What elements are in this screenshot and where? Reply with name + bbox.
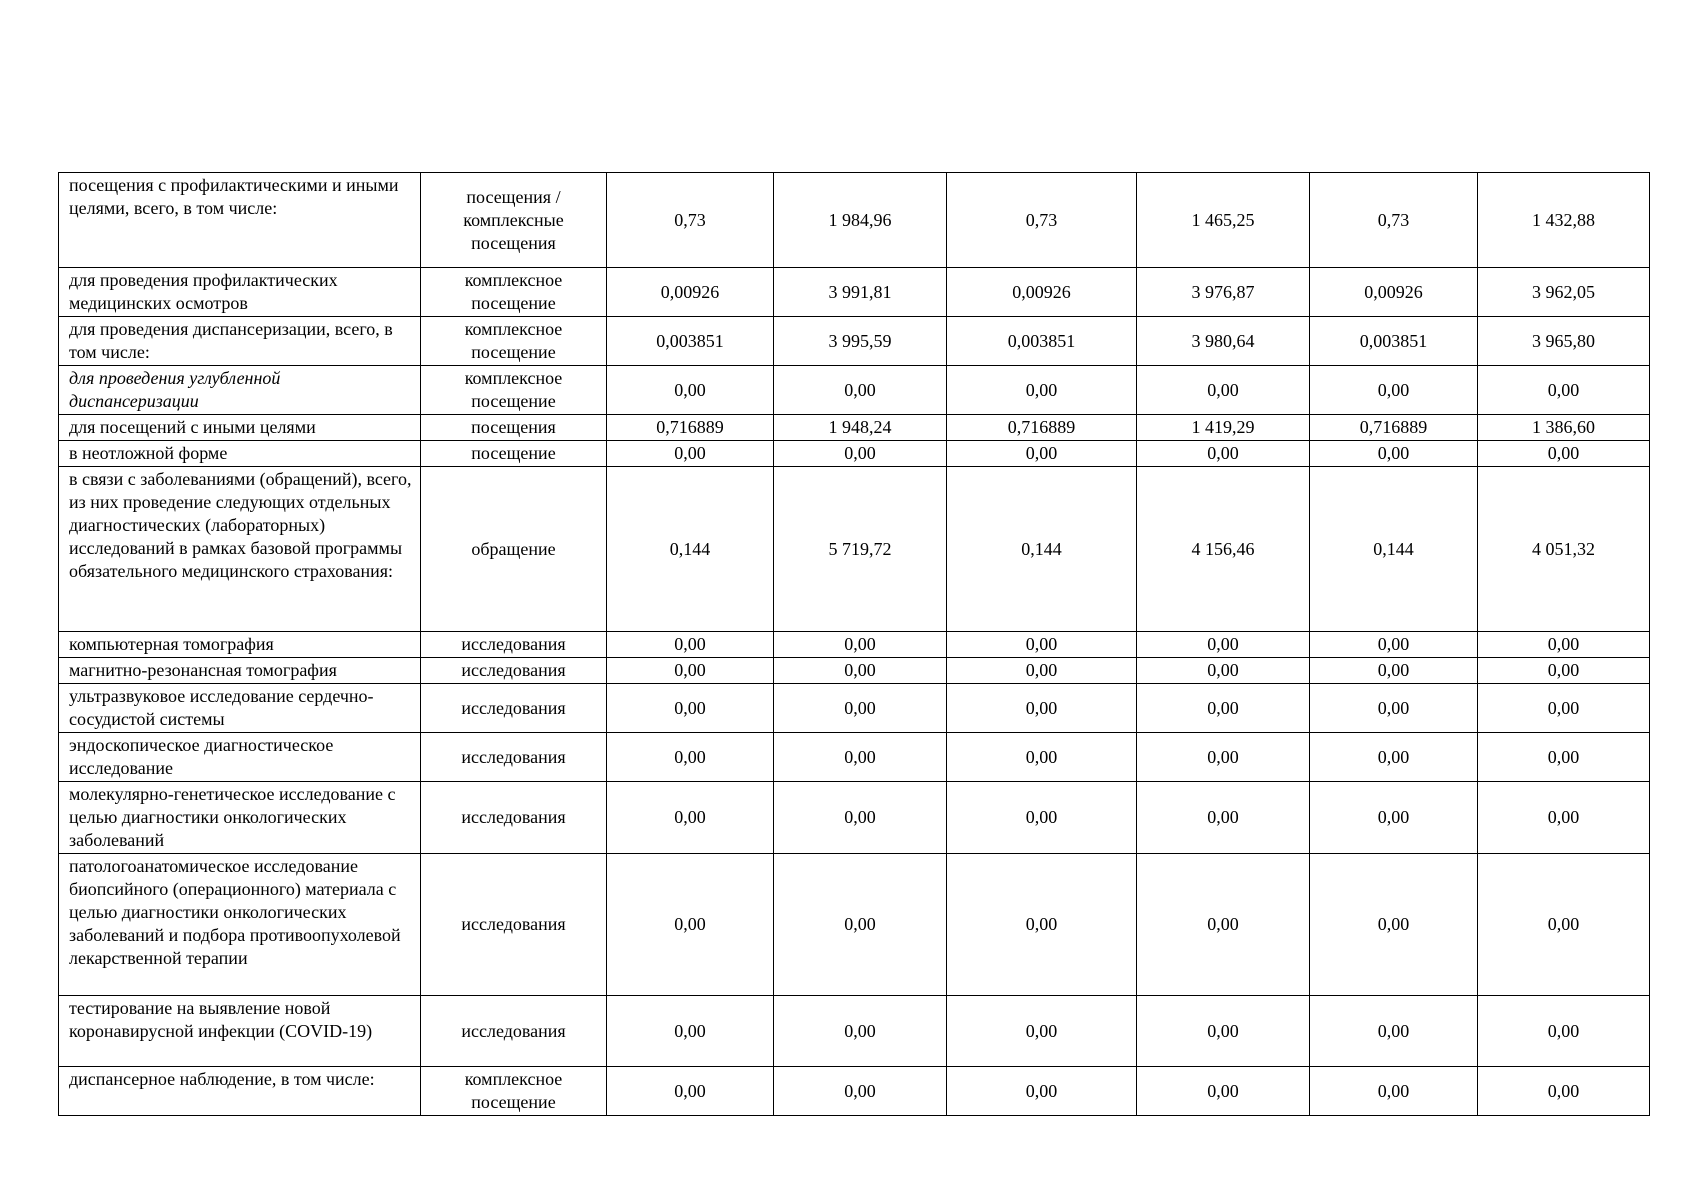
value-cell: 0,00 <box>1310 854 1478 996</box>
value-cell: 0,00 <box>607 658 774 684</box>
table-row <box>59 441 1650 467</box>
value-cell: 0,00926 <box>1310 268 1478 317</box>
value-cell: 0,00 <box>947 632 1137 658</box>
value-cell: 0,00 <box>774 996 947 1067</box>
financing-table <box>58 172 1650 1116</box>
value-cell: 0,00 <box>1137 733 1310 782</box>
value-cell: 0,00 <box>947 658 1137 684</box>
value-cell: 0,73 <box>1310 173 1478 268</box>
value-cell: 0,00 <box>1310 1067 1478 1116</box>
table-row <box>59 415 1650 441</box>
value-cell: 0,003851 <box>1310 317 1478 366</box>
unit-cell: обращение <box>421 467 607 632</box>
value-cell: 0,144 <box>607 467 774 632</box>
value-cell: 3 995,59 <box>774 317 947 366</box>
unit-cell: исследования <box>421 733 607 782</box>
unit-cell: посещения / комплексные посещения <box>421 173 607 268</box>
row-label: компьютерная томография <box>59 632 421 658</box>
value-cell: 0,00 <box>947 684 1137 733</box>
value-cell: 0,00 <box>1478 441 1650 467</box>
row-label: эндоскопическое диагностическое исследование <box>59 733 421 782</box>
value-cell: 0,00 <box>607 733 774 782</box>
value-cell: 0,00 <box>607 684 774 733</box>
value-cell: 0,716889 <box>947 415 1137 441</box>
value-cell: 0,716889 <box>607 415 774 441</box>
value-cell: 3 976,87 <box>1137 268 1310 317</box>
value-cell: 0,00 <box>1310 996 1478 1067</box>
value-cell: 0,144 <box>1310 467 1478 632</box>
value-cell: 0,00 <box>947 366 1137 415</box>
value-cell: 0,00 <box>1137 684 1310 733</box>
value-cell: 0,00 <box>1310 366 1478 415</box>
table-row <box>59 684 1650 733</box>
table-row <box>59 658 1650 684</box>
row-label: для проведения углубленной диспансеризации <box>59 366 421 415</box>
value-cell: 0,00 <box>774 658 947 684</box>
row-label: патологоанатомическое исследование биопсийного (операционного) материала с целью диагностики онкологических заболеваний и подбора противоопухолевой лекарственной терапии <box>59 854 421 996</box>
value-cell: 0,00 <box>947 441 1137 467</box>
value-cell: 0,73 <box>947 173 1137 268</box>
value-cell: 0,00 <box>607 441 774 467</box>
value-cell: 1 419,29 <box>1137 415 1310 441</box>
value-cell: 3 991,81 <box>774 268 947 317</box>
value-cell: 0,00 <box>1478 658 1650 684</box>
value-cell: 3 965,80 <box>1478 317 1650 366</box>
value-cell: 0,00 <box>947 782 1137 854</box>
unit-cell: комплексное посещение <box>421 317 607 366</box>
unit-cell: комплексное посещение <box>421 1067 607 1116</box>
unit-cell: комплексное посещение <box>421 366 607 415</box>
table-row <box>59 996 1650 1067</box>
row-label: магнитно-резонансная томография <box>59 658 421 684</box>
value-cell: 0,144 <box>947 467 1137 632</box>
value-cell: 0,00 <box>1137 441 1310 467</box>
row-label: тестирование на выявление новой коронавирусной инфекции (COVID-19) <box>59 996 421 1067</box>
table-body <box>59 173 1650 1116</box>
table-row <box>59 733 1650 782</box>
value-cell: 0,00 <box>607 996 774 1067</box>
value-cell: 0,00 <box>774 684 947 733</box>
row-label: для проведения профилактических медицинских осмотров <box>59 268 421 317</box>
value-cell: 0,00 <box>1478 996 1650 1067</box>
value-cell: 0,00 <box>1137 782 1310 854</box>
value-cell: 0,00 <box>1137 632 1310 658</box>
value-cell: 0,003851 <box>607 317 774 366</box>
value-cell: 0,00 <box>947 733 1137 782</box>
value-cell: 0,00 <box>947 854 1137 996</box>
table-row <box>59 854 1650 996</box>
value-cell: 0,00 <box>607 782 774 854</box>
value-cell: 0,00 <box>1478 366 1650 415</box>
value-cell: 1 465,25 <box>1137 173 1310 268</box>
value-cell: 0,00 <box>774 632 947 658</box>
value-cell: 0,00 <box>1478 684 1650 733</box>
unit-cell: комплексное посещение <box>421 268 607 317</box>
table-row <box>59 632 1650 658</box>
value-cell: 0,00 <box>607 366 774 415</box>
value-cell: 0,00 <box>774 441 947 467</box>
table-row <box>59 173 1650 268</box>
value-cell: 0,00 <box>1310 658 1478 684</box>
value-cell: 0,00 <box>1478 632 1650 658</box>
value-cell: 0,00 <box>607 632 774 658</box>
value-cell: 0,00 <box>1478 854 1650 996</box>
table-row <box>59 467 1650 632</box>
unit-cell: исследования <box>421 854 607 996</box>
unit-cell: исследования <box>421 632 607 658</box>
unit-cell: исследования <box>421 996 607 1067</box>
value-cell: 4 156,46 <box>1137 467 1310 632</box>
value-cell: 0,00 <box>1478 733 1650 782</box>
value-cell: 0,00 <box>1478 1067 1650 1116</box>
value-cell: 1 386,60 <box>1478 415 1650 441</box>
row-label: посещения с профилактическими и иными целями, всего, в том числе: <box>59 173 421 268</box>
unit-cell: исследования <box>421 684 607 733</box>
row-label: диспансерное наблюдение, в том числе: <box>59 1067 421 1116</box>
value-cell: 0,00 <box>1310 782 1478 854</box>
value-cell: 1 432,88 <box>1478 173 1650 268</box>
value-cell: 0,00 <box>607 1067 774 1116</box>
value-cell: 1 948,24 <box>774 415 947 441</box>
value-cell: 0,00 <box>607 854 774 996</box>
row-label: ультразвуковое исследование сердечно-сосудистой системы <box>59 684 421 733</box>
row-label: молекулярно-генетическое исследование с целью диагностики онкологических заболеваний <box>59 782 421 854</box>
row-label: в связи с заболеваниями (обращений), всего, из них проведение следующих отдельных диагностических (лабораторных) исследований в рамках базовой программы обязательного медицинского страхования: <box>59 467 421 632</box>
value-cell: 0,00 <box>1137 366 1310 415</box>
row-label: для посещений с иными целями <box>59 415 421 441</box>
unit-cell: исследования <box>421 782 607 854</box>
unit-cell: исследования <box>421 658 607 684</box>
value-cell: 4 051,32 <box>1478 467 1650 632</box>
value-cell: 0,00 <box>1310 441 1478 467</box>
value-cell: 5 719,72 <box>774 467 947 632</box>
unit-cell: посещения <box>421 415 607 441</box>
value-cell: 0,00 <box>1310 684 1478 733</box>
value-cell: 1 984,96 <box>774 173 947 268</box>
value-cell: 0,00 <box>1478 782 1650 854</box>
value-cell: 0,00926 <box>947 268 1137 317</box>
value-cell: 0,716889 <box>1310 415 1478 441</box>
value-cell: 0,00 <box>1137 996 1310 1067</box>
value-cell: 0,00 <box>1310 632 1478 658</box>
row-label: в неотложной форме <box>59 441 421 467</box>
value-cell: 3 980,64 <box>1137 317 1310 366</box>
value-cell: 0,00 <box>774 782 947 854</box>
value-cell: 0,00 <box>774 733 947 782</box>
table-row <box>59 317 1650 366</box>
unit-cell: посещение <box>421 441 607 467</box>
table-row <box>59 1067 1650 1116</box>
value-cell: 0,00 <box>1310 733 1478 782</box>
value-cell: 0,00 <box>774 854 947 996</box>
value-cell: 3 962,05 <box>1478 268 1650 317</box>
table-row <box>59 366 1650 415</box>
value-cell: 0,00926 <box>607 268 774 317</box>
value-cell: 0,00 <box>1137 658 1310 684</box>
value-cell: 0,00 <box>1137 854 1310 996</box>
row-label: для проведения диспансеризации, всего, в том числе: <box>59 317 421 366</box>
value-cell: 0,003851 <box>947 317 1137 366</box>
value-cell: 0,73 <box>607 173 774 268</box>
value-cell: 0,00 <box>774 366 947 415</box>
value-cell: 0,00 <box>774 1067 947 1116</box>
value-cell: 0,00 <box>947 1067 1137 1116</box>
value-cell: 0,00 <box>947 996 1137 1067</box>
table-row <box>59 268 1650 317</box>
table-row <box>59 782 1650 854</box>
value-cell: 0,00 <box>1137 1067 1310 1116</box>
